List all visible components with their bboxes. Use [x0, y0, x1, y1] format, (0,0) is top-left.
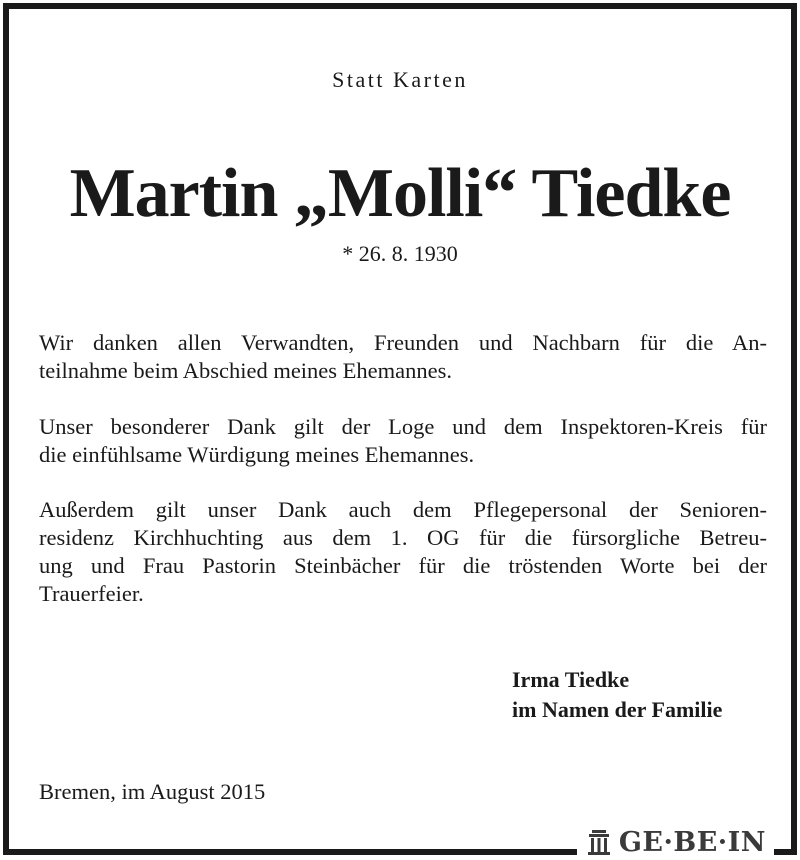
text-line: Trauerfeier.: [39, 581, 144, 606]
place-date: Bremen, im August 2015: [39, 779, 266, 804]
text-line: residenz Kirchhuchting aus dem 1. OG für die fürsorgliche Betreu-: [39, 525, 767, 550]
text-line: ung und Frau Pastorin Steinbächer für die tröstenden Worte bei der: [39, 553, 767, 578]
text-line: Außerdem gilt unser Dank auch dem Pflegepersonal der Senioren-: [39, 497, 767, 522]
thanks-paragraph-2: [39, 413, 767, 469]
thanks-paragraph-3: [39, 496, 767, 608]
text-line: die einfühlsame Würdigung meines Ehemannes.: [39, 442, 475, 467]
text-line: Unser besonderer Dank gilt der Loge und dem Inspektoren-Kreis für: [39, 414, 767, 439]
gebein-logo: [577, 822, 774, 860]
thanks-paragraph-1: [39, 329, 767, 385]
signature-name: Irma Tiedke: [512, 667, 630, 692]
notice-frame: [3, 3, 797, 855]
signature-family: im Namen der Familie: [512, 697, 723, 722]
signature-block: [512, 665, 722, 725]
logo-text: GE·BE·IN: [618, 826, 766, 858]
birth-date: * 26. 8. 1930: [342, 241, 458, 266]
text-line: Wir danken allen Verwandten, Freunden und Nachbarn für die An-: [39, 330, 767, 355]
notice-header: Statt Karten: [332, 67, 468, 92]
gebein-logo-icon: [587, 828, 611, 856]
text-line: teilnahme beim Abschied meines Ehemannes.: [39, 358, 453, 383]
deceased-name: Martin „Molli“ Tiedke: [69, 155, 731, 232]
